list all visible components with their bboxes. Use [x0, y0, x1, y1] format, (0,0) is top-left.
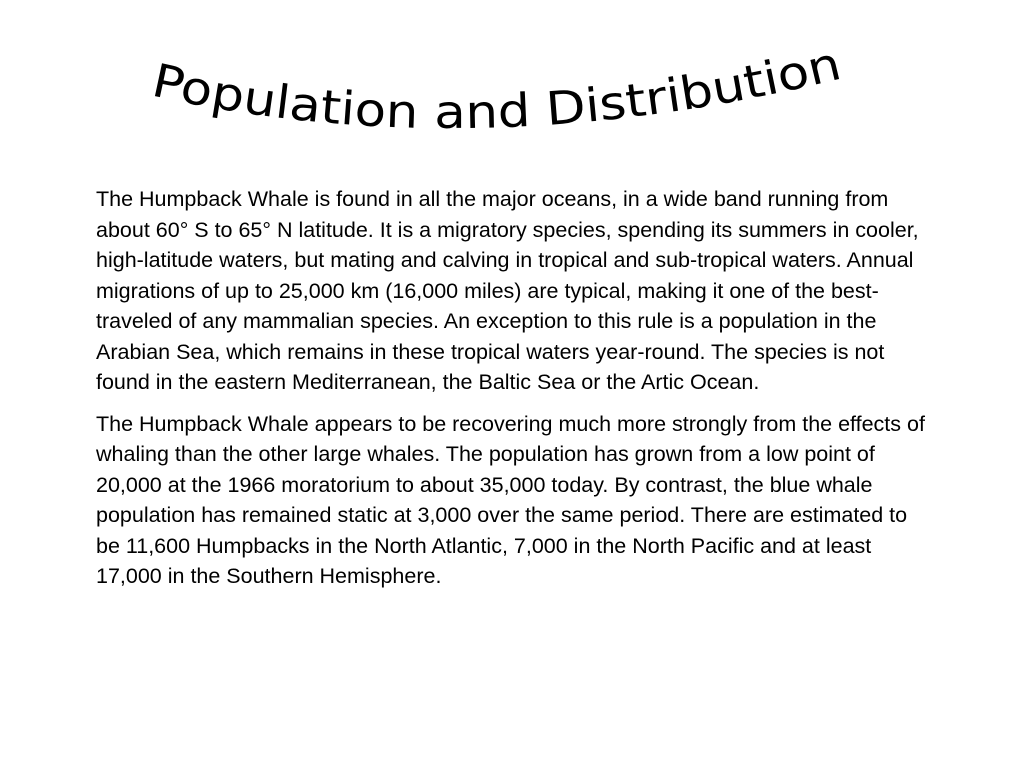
slide-body: [96, 184, 932, 603]
paragraph-population: The Humpback Whale appears to be recovering much more strongly from the effects of whaling than the other large whales. The population has grown from a low point of 20,000 at the 1966 moratorium to about 35,000 today. By contrast, the blue whale population has remained static at 3,000 over the same period. There are estimated to be 11,600 Humpbacks in the North Atlantic, 7,000 in the North Pacific and at least 17,000 in the Southern Hemisphere.: [96, 411, 925, 588]
slide-title-text: Population and Distribution: [147, 40, 843, 140]
paragraph-distribution: The Humpback Whale is found in all the major oceans, in a wide band running from about 60° S to 65° N latitude. It is a migratory species, spending its summers in cooler, high-latitude waters, but mating and calving in tropical and sub-tropical waters. Annual migrations of up to 25,000 km (16,000 miles) are typical, making it one of the best-traveled of any mammalian species. An exception to this rule is a population in the Arabian Sea, which remains in these tropical waters year-round. The species is not found in the eastern Mediterranean, the Baltic Sea or the Artic Ocean.: [96, 187, 919, 394]
slide-title-wordart: [120, 40, 880, 160]
slide-title: [148, 40, 846, 139]
